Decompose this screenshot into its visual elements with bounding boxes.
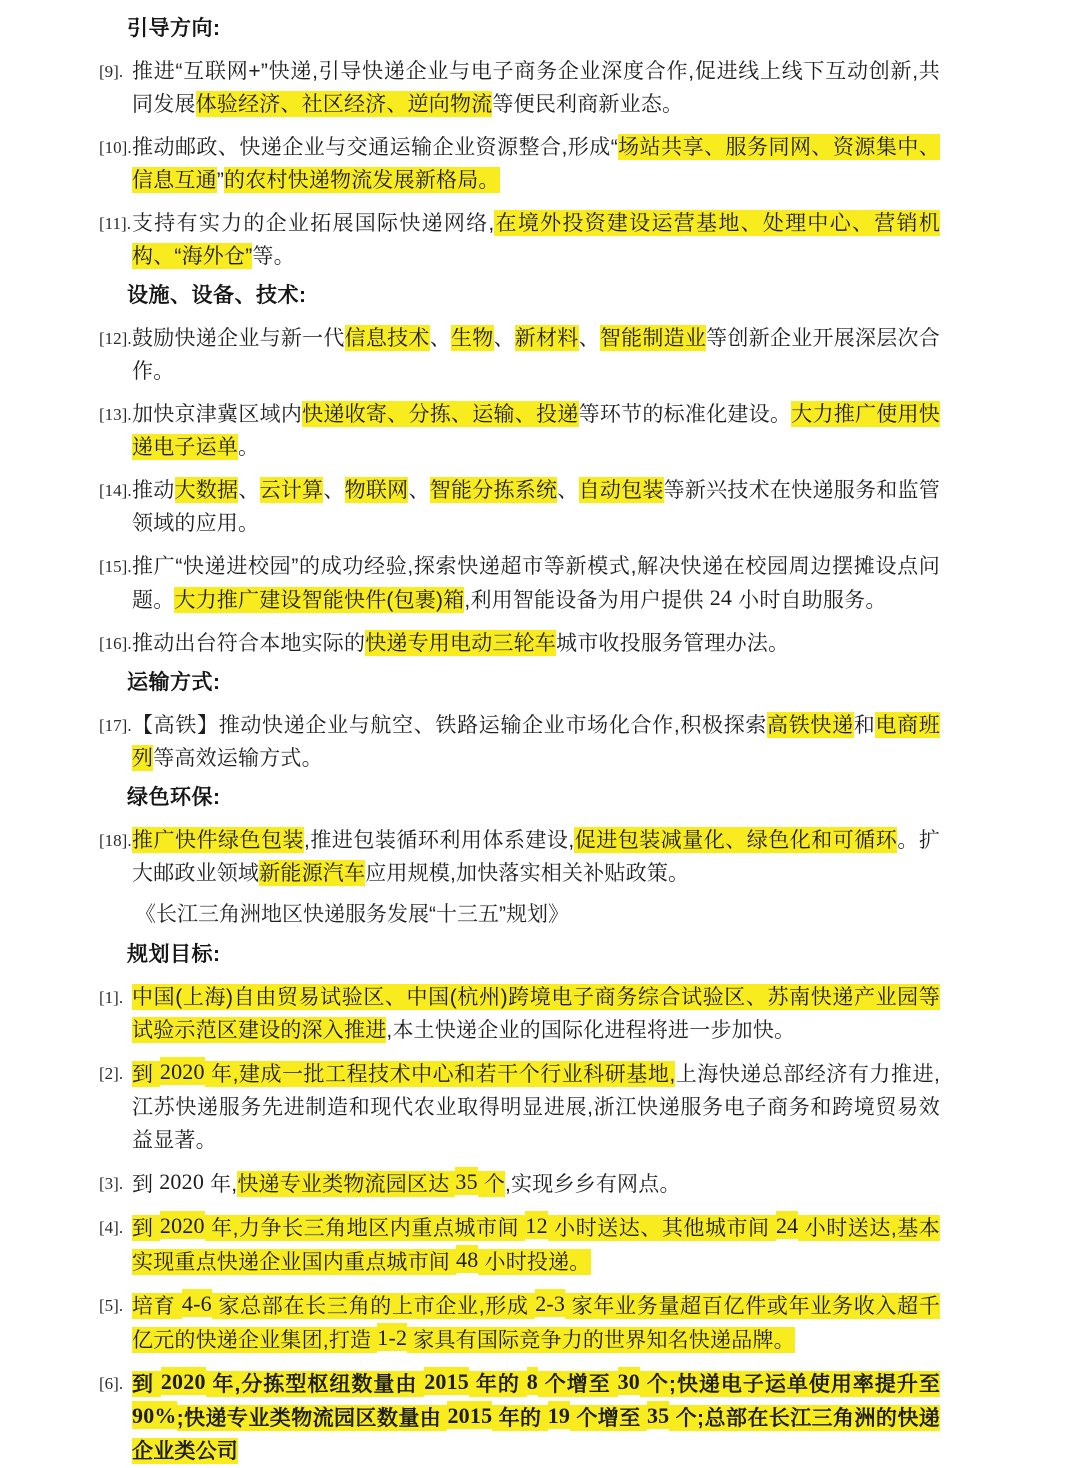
- highlight-run: 2-3: [535, 1291, 566, 1316]
- text-run: 推动: [132, 479, 175, 502]
- list-item: [99, 55, 940, 121]
- highlight-run: 小时送达,基本实现重点快递企业国内重点城市间: [132, 1217, 940, 1274]
- highlight-run: ;快递专业类物流园区数量由: [176, 1407, 448, 1430]
- highlight-run: 2020: [159, 1059, 205, 1084]
- doc-subtitle: 《长江三角洲地区快递服务发展“十三五”规划》: [135, 903, 569, 926]
- list-item: [99, 1367, 940, 1468]
- text-run: 等新兴技术在快递服务和监管领域的应用。: [132, 479, 940, 535]
- text-run: 、: [408, 479, 430, 502]
- item-text: [132, 398, 940, 464]
- list-item: [99, 824, 940, 890]
- highlight-run: 48: [456, 1247, 479, 1272]
- highlight-run: 24: [775, 1213, 799, 1238]
- highlight-run: 2015: [424, 1369, 469, 1394]
- text-run: 等环节的标准化建设。: [578, 403, 792, 426]
- item-marker: [16].: [99, 634, 132, 653]
- highlight-run: 自动包装: [578, 479, 664, 502]
- item-marker: [17].: [99, 716, 132, 735]
- highlight-run: 12: [525, 1213, 548, 1238]
- item-text: [132, 1289, 940, 1357]
- highlight-run: 促进包装减量化、绿色化和可循环: [574, 829, 898, 852]
- item-marker: [2].: [99, 1064, 124, 1083]
- text-run: 推进“互联网+”快递,引导快递企业与电子商务企业深度合作,促进线上线下互动创新,共同发展: [132, 60, 940, 116]
- highlight-run: 小时投递。: [478, 1251, 591, 1274]
- text-run: 推动出台符合本地实际的: [132, 632, 366, 655]
- highlight-run: 35: [455, 1169, 478, 1194]
- highlight-run: 快递专业类物流园区达: [237, 1173, 456, 1196]
- highlight-run: 个;总部在长江三角洲的快递企业类公司: [132, 1407, 940, 1463]
- highlight-run: 体验经济、社区经济、逆向物流: [195, 93, 493, 116]
- text-run: ,利用智能设备为用户提供: [464, 589, 710, 612]
- item-text: [132, 550, 940, 617]
- highlight-run: 1-2: [377, 1325, 408, 1350]
- text-run: 。扩大邮政业领域: [132, 829, 941, 885]
- item-text: [132, 207, 940, 273]
- item-marker: [11].: [99, 214, 131, 233]
- highlight-run: 4-6: [181, 1291, 212, 1316]
- list-item: [99, 1211, 940, 1279]
- text-run: 等高效运输方式。: [153, 747, 323, 770]
- text-run: 年,: [204, 1173, 238, 1196]
- item-text: [132, 981, 940, 1047]
- item-marker: [5].: [99, 1296, 124, 1315]
- highlight-run: 年的: [492, 1407, 548, 1430]
- highlight-run: 年,建成一批工程技术中心和若干个行业科研基地,: [204, 1063, 676, 1086]
- highlight-run: 个;快递电子运单使用率提升至: [639, 1373, 941, 1396]
- text-run: ,实现乡乡有网点。: [505, 1173, 681, 1196]
- list-item: [99, 474, 940, 540]
- highlight-run: 信息技术: [344, 327, 430, 350]
- item-marker: [13].: [99, 405, 132, 424]
- text-run: 推广“快递进校园”的成功经验,探索快递超市等新模式,解决快递在校园周边摆摊设点问题。: [132, 555, 940, 612]
- item-marker: [1].: [99, 988, 124, 1007]
- highlight-run: 物联网: [344, 479, 409, 502]
- text-run: 、: [578, 327, 600, 350]
- text-run: 、: [323, 479, 345, 502]
- highlight-run: 8: [526, 1369, 538, 1394]
- highlight-run: 35: [646, 1403, 670, 1428]
- item-text: [132, 824, 940, 890]
- item-marker: [10].: [99, 138, 132, 157]
- highlight-run: 个增至: [537, 1373, 618, 1396]
- text-run: 等。: [252, 245, 295, 268]
- text-run: 等便民利商新业态。: [492, 93, 684, 116]
- list-item: [99, 207, 940, 273]
- highlight-run: 在境外投资建设运营基地、处理中心、营销机构、“海外仓”: [132, 212, 941, 268]
- list-item: [99, 1057, 940, 1157]
- highlight-run: 大力推广建设智能快件(包裹)箱: [174, 589, 465, 612]
- highlight-run: 年,分拣型枢纽数量由: [205, 1373, 425, 1396]
- highlight-run: 新材料: [514, 327, 579, 350]
- highlight-run: 小时送达、其他城市间: [547, 1217, 776, 1240]
- section-heading: 设施、设备、技术:: [127, 284, 307, 307]
- highlight-run: 家具有国际竞争力的世界知名快递品牌。: [407, 1329, 795, 1352]
- highlight-run: 推广快件绿色包装: [132, 829, 305, 852]
- list-item: [99, 709, 940, 775]
- text-run: ,推进包装循环利用体系建设,: [304, 829, 575, 852]
- highlight-run: 个: [477, 1173, 506, 1196]
- item-text: [132, 1167, 940, 1201]
- list-item: [99, 1167, 940, 1201]
- list-item: [99, 981, 940, 1047]
- text-run: 等创新企业开展深层次合作。: [132, 327, 940, 383]
- highlight-run: 生物: [450, 327, 494, 350]
- highlight-run: 快递收寄、分拣、运输、投递: [302, 403, 579, 426]
- item-marker: [14].: [99, 481, 132, 500]
- text-run: 、: [238, 479, 260, 502]
- text-run: 应用规模,加快落实相关补贴政策。: [365, 862, 690, 885]
- text-run: 、: [429, 327, 451, 350]
- list-item: [99, 1289, 940, 1357]
- item-text: [132, 1211, 940, 1279]
- item-text: [132, 627, 940, 660]
- highlight-run: 智能制造业: [599, 327, 707, 350]
- item-text: [132, 322, 940, 388]
- highlight-run: 中国(上海)自由贸易试验区、中国(杭州)跨境电子商务综合试验区、苏南快递产业园等试验示范区建设的深入推进: [132, 986, 940, 1042]
- highlight-run: 个增至: [570, 1407, 647, 1430]
- item-text: [132, 1057, 940, 1157]
- text-run: 和: [853, 714, 876, 737]
- text-run: 、: [557, 479, 579, 502]
- item-text: [132, 131, 940, 197]
- highlight-run: 电商班列: [132, 714, 940, 770]
- text-run: 城市收投服务管理办法。: [556, 632, 790, 655]
- highlight-run: 家年业务量超百亿件或年业务收入超千亿元的快递企业集团,打造: [132, 1295, 941, 1352]
- highlight-run: 90%: [132, 1403, 177, 1428]
- text-run: 小时自助服务。: [732, 589, 887, 612]
- highlight-run: 2015: [447, 1403, 493, 1428]
- text-run: 2020: [159, 1169, 205, 1194]
- text-run: 鼓励快递企业与新一代: [132, 327, 345, 350]
- section-heading: 绿色环保:: [127, 786, 221, 809]
- item-marker: [12].: [99, 329, 132, 348]
- highlight-run: 云计算: [259, 479, 324, 502]
- highlight-run: 的农村快递物流发展新格局。: [224, 169, 500, 192]
- text-run: 上海快递总部经济有力推进,江苏快递服务先进制造和现代农业取得明显进展,浙江快递服务电子商务和跨境贸易效益显著。: [132, 1063, 940, 1152]
- highlight-run: 年,力争长三角地区内重点城市间: [204, 1217, 526, 1240]
- highlight-run: 大力推广使用快递电子运单: [132, 403, 941, 459]
- text-run: ,本土快递企业的国际化进程将进一步加快。: [386, 1019, 796, 1042]
- list-item: [99, 322, 940, 388]
- item-marker: [6].: [99, 1374, 124, 1393]
- text-run: 到: [132, 1173, 160, 1196]
- highlight-run: 到: [132, 1373, 161, 1396]
- highlight-run: 家总部在长三角的上市企业,形成: [211, 1295, 536, 1318]
- highlight-run: 19: [547, 1403, 571, 1428]
- item-text: [132, 709, 940, 775]
- highlight-run: 智能分拣系统: [429, 479, 558, 502]
- list-item: [99, 627, 940, 660]
- section-heading: 运输方式:: [127, 671, 221, 694]
- text-run: 、: [493, 327, 515, 350]
- list-item: [99, 398, 940, 464]
- highlight-run: 到: [132, 1063, 160, 1086]
- highlight-run: 高铁快递: [767, 714, 854, 737]
- highlight-run: 新能源汽车: [259, 862, 366, 885]
- item-marker: [4].: [99, 1218, 124, 1237]
- item-marker: [3].: [99, 1174, 124, 1193]
- highlight-run: 场站共享、服务同网、资源集中、信息互通: [132, 136, 940, 192]
- highlight-run: 培育: [132, 1295, 182, 1318]
- item-text: [132, 1367, 940, 1468]
- item-marker: [18].: [99, 831, 132, 850]
- text-run: 支持有实力的企业拓展国际快递网络,: [132, 212, 495, 235]
- text-run: 24: [709, 585, 733, 610]
- section-heading: 引导方向:: [127, 17, 221, 40]
- list-item: [99, 550, 940, 617]
- highlight-run: 大数据: [174, 479, 239, 502]
- highlight-run: 2020: [159, 1213, 205, 1238]
- document-blocks: [99, 16, 940, 1468]
- highlight-run: 2020: [160, 1369, 206, 1394]
- section-heading: 规划目标:: [127, 943, 221, 966]
- text-run: 推动邮政、快递企业与交通运输企业资源整合,形成“: [132, 136, 618, 159]
- item-text: [132, 55, 940, 121]
- text-run: 。: [238, 436, 260, 459]
- highlight-run: 快递专用电动三轮车: [365, 632, 557, 655]
- highlight-run: 到: [132, 1217, 160, 1240]
- item-marker: [9].: [99, 62, 124, 81]
- text-run: ”: [216, 169, 225, 192]
- highlight-run: 年的: [469, 1373, 527, 1396]
- text-run: 【高铁】推动快递企业与航空、铁路运输企业市场化合作,积极探索: [132, 714, 768, 737]
- text-run: 加快京津冀区域内: [132, 403, 303, 426]
- item-text: [132, 474, 940, 540]
- item-marker: [15].: [99, 557, 132, 576]
- list-item: [99, 131, 940, 197]
- highlight-run: 30: [617, 1369, 640, 1394]
